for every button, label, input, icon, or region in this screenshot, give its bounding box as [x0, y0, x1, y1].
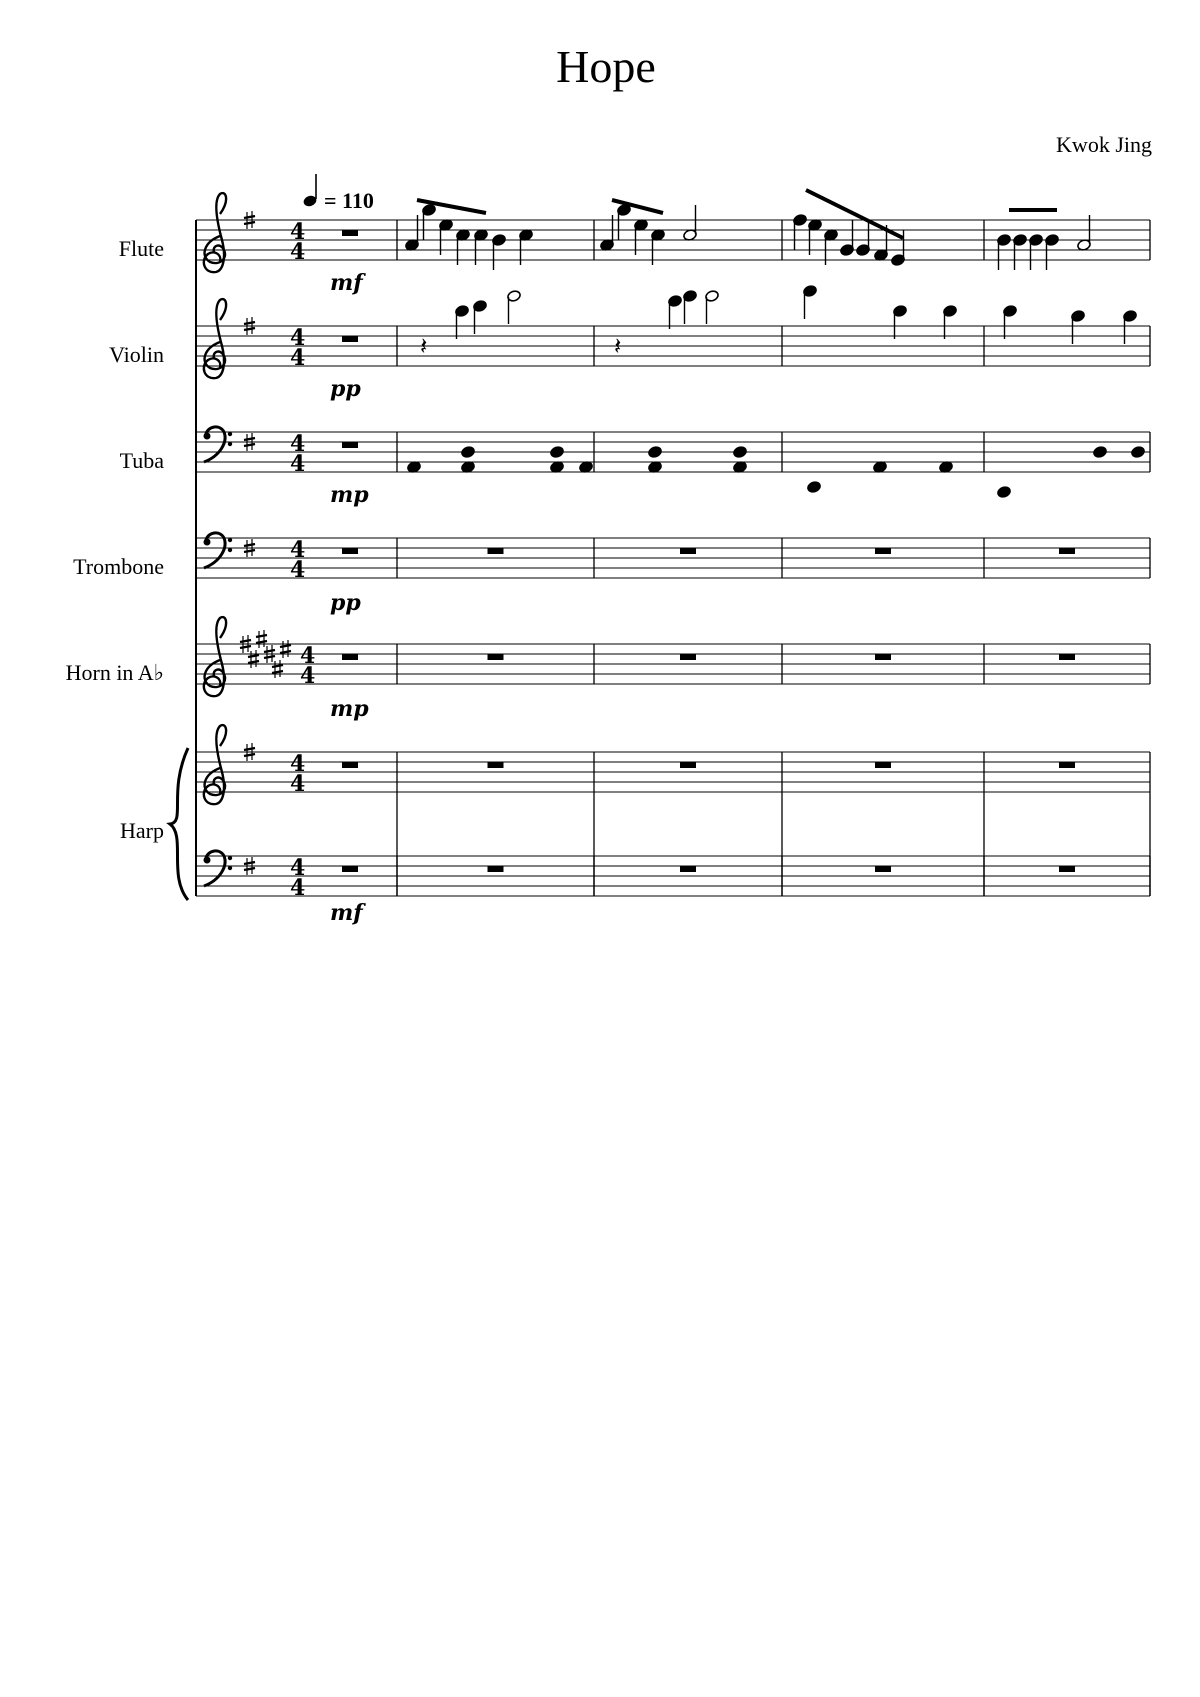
dynamic-marking: mf — [330, 270, 363, 296]
note — [507, 290, 522, 324]
composer: Kwok Jing — [1056, 132, 1152, 157]
time-sig-top: 4 — [290, 325, 306, 351]
note — [856, 220, 871, 256]
time-sig-top: 4 — [290, 219, 306, 245]
whole-rest — [488, 762, 504, 768]
whole-rest — [342, 230, 358, 236]
time-sig-top: 4 — [290, 431, 306, 457]
whole-rest — [488, 654, 504, 660]
whole-rest — [488, 866, 504, 872]
tempo-text: = 110 — [324, 188, 374, 213]
harp-brace — [170, 748, 188, 900]
note — [1003, 305, 1018, 339]
sharp-icon — [248, 650, 259, 668]
whole-rest — [1059, 762, 1075, 768]
instrument-label-tuba: Tuba — [119, 448, 164, 473]
quarter-rest: 𝄽 — [420, 332, 428, 360]
dynamic-marking: pp — [330, 590, 361, 616]
whole-rest — [680, 654, 696, 660]
note — [793, 214, 808, 250]
dynamic-marking: pp — [330, 376, 361, 402]
note — [943, 305, 958, 339]
score-title: Hope — [556, 41, 656, 92]
instrument-label-horn: Horn in A♭ — [65, 660, 164, 685]
quarter-rest: 𝄽 — [614, 332, 622, 360]
whole-rest — [1059, 866, 1075, 872]
dynamic-marking: mf — [330, 900, 363, 926]
dynamic-marking: mp — [330, 696, 369, 722]
whole-rest — [875, 866, 891, 872]
sharp-icon — [256, 630, 267, 648]
time-sig-top: 4 — [300, 643, 316, 669]
whole-rest — [342, 866, 358, 872]
note — [997, 234, 1012, 270]
note — [550, 446, 565, 459]
time-sig-bottom: 4 — [290, 557, 306, 583]
note — [455, 305, 470, 339]
note — [1131, 446, 1146, 459]
note — [617, 204, 632, 240]
instrument-label-harp: Harp — [120, 818, 164, 843]
whole-rest — [342, 654, 358, 660]
note — [1093, 446, 1108, 459]
whole-rest — [875, 762, 891, 768]
whole-rest — [488, 548, 504, 554]
note — [807, 481, 822, 494]
time-sig-top: 4 — [290, 751, 306, 777]
whole-rest — [342, 442, 358, 448]
note — [648, 446, 663, 459]
time-sig-bottom: 4 — [290, 875, 306, 901]
beam — [806, 190, 903, 238]
note — [683, 290, 698, 324]
time-sig-bottom: 4 — [290, 771, 306, 797]
note — [705, 290, 720, 324]
instrument-label-violin: Violin — [109, 342, 164, 367]
note — [683, 205, 698, 241]
note — [997, 486, 1012, 499]
tempo-mark — [302, 174, 374, 213]
sharp-icon — [272, 660, 283, 678]
note — [1123, 310, 1138, 344]
note — [1071, 310, 1086, 344]
whole-rest — [680, 866, 696, 872]
whole-rest — [342, 548, 358, 554]
instrument-label-trombone: Trombone — [73, 554, 164, 579]
whole-rest — [1059, 654, 1075, 660]
dynamic-marking: mp — [330, 482, 369, 508]
whole-rest — [342, 336, 358, 342]
note — [668, 295, 683, 329]
time-sig-bottom: 4 — [290, 345, 306, 371]
whole-rest — [1059, 548, 1075, 554]
note — [1029, 234, 1044, 270]
time-sig-top: 4 — [290, 855, 306, 881]
note — [893, 305, 908, 339]
time-sig-bottom: 4 — [290, 239, 306, 265]
whole-rest — [875, 548, 891, 554]
note — [461, 446, 476, 459]
note — [1013, 234, 1028, 270]
note — [733, 446, 748, 459]
note — [492, 234, 507, 270]
note — [473, 300, 488, 334]
whole-rest — [342, 762, 358, 768]
note — [803, 285, 818, 319]
note — [1045, 234, 1060, 270]
note — [422, 204, 437, 240]
instrument-label-flute: Flute — [118, 236, 164, 261]
sharp-icon — [280, 640, 291, 658]
whole-rest — [680, 762, 696, 768]
time-sig-bottom: 4 — [300, 663, 316, 689]
time-sig-top: 4 — [290, 537, 306, 563]
note — [840, 220, 855, 256]
time-sig-bottom: 4 — [290, 451, 306, 477]
whole-rest — [875, 654, 891, 660]
whole-rest — [680, 548, 696, 554]
